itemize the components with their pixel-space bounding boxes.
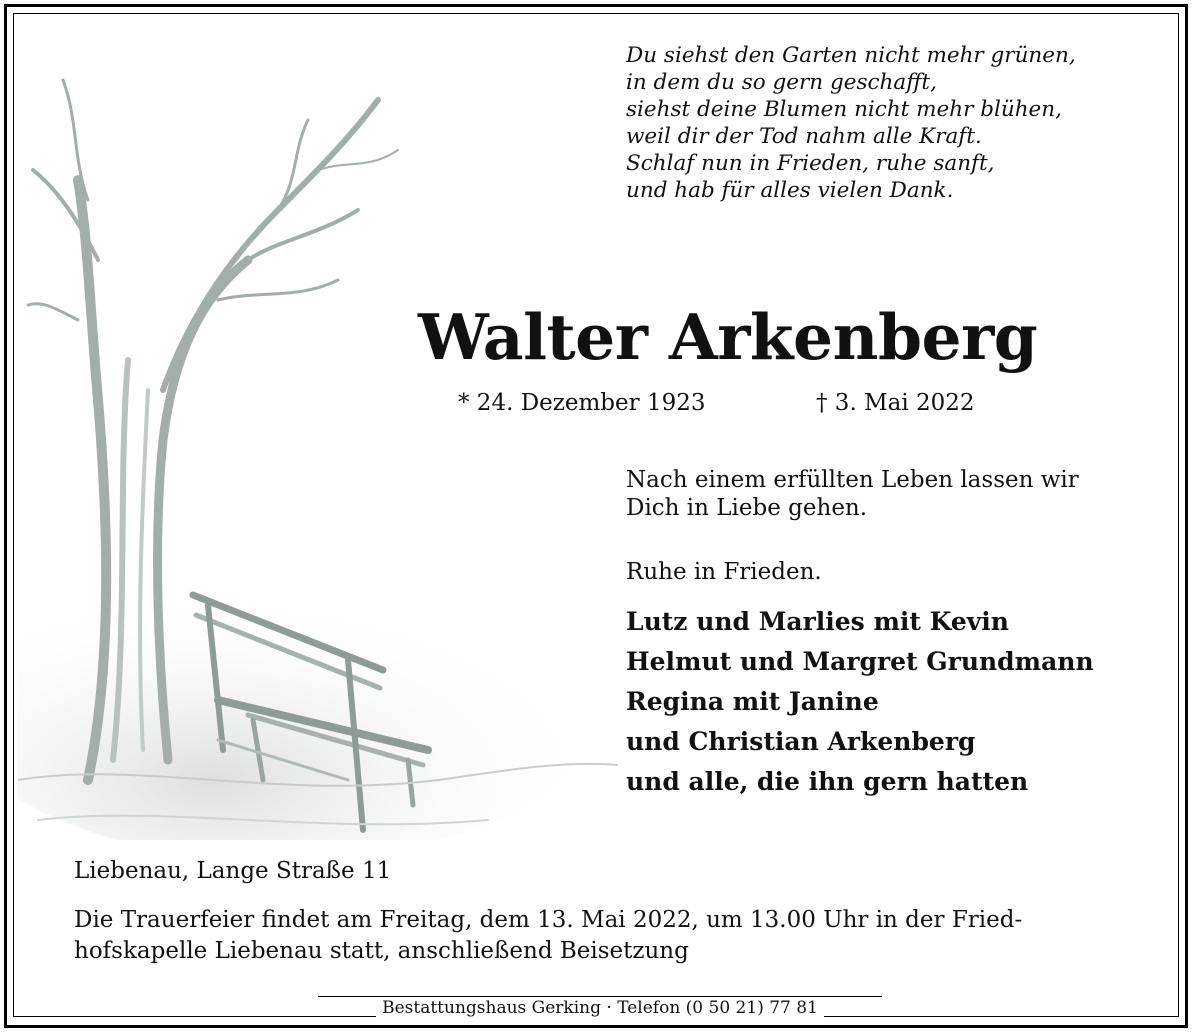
birth-date: * 24. Dezember 1923	[458, 390, 706, 416]
tree-and-bench-illustration	[18, 60, 618, 840]
footer	[0, 998, 1200, 1018]
death-date: † 3. Mai 2022	[816, 390, 975, 416]
mourner-entry: Regina mit Janine	[626, 687, 879, 716]
poem-line: siehst deine Blumen nicht mehr blühen,	[626, 97, 1062, 122]
poem-line: in dem du so gern geschafft,	[626, 70, 937, 95]
funeral-home-contact: Bestattungshaus Gerking · Telefon (0 50 21) 77 81	[376, 998, 824, 1018]
farewell-line: Nach einem erfüllten Leben lassen wir	[626, 467, 1079, 493]
mourner-entry: und alle, die ihn gern hatten	[626, 767, 1029, 796]
poem-line: Du siehst den Garten nicht mehr grünen,	[626, 43, 1076, 68]
farewell-text	[626, 466, 1079, 522]
rest-in-peace: Ruhe in Frieden.	[626, 559, 822, 585]
mourner-entry: Helmut und Margret Grundmann	[626, 647, 1094, 676]
mourners-list	[626, 602, 1094, 802]
mourner-entry: Lutz und Marlies mit Kevin	[626, 607, 1009, 636]
funeral-service-info	[74, 905, 1022, 967]
deceased-name: Walter Arkenberg	[418, 300, 1038, 374]
mourner-entry: und Christian Arkenberg	[626, 727, 976, 756]
service-line: Die Trauerfeier findet am Freitag, dem 13. Mai 2022, um 13.00 Uhr in der Fried-	[74, 907, 1023, 933]
footer-divider	[318, 996, 882, 997]
address: Liebenau, Lange Straße 11	[74, 858, 392, 884]
poem-verse	[626, 42, 1076, 204]
farewell-line: Dich in Liebe gehen.	[626, 495, 868, 521]
poem-line: weil dir der Tod nahm alle Kraft.	[626, 124, 982, 149]
poem-line: Schlaf nun in Frieden, ruhe sanft,	[626, 151, 995, 176]
service-line: hofskapelle Liebenau statt, anschließend Beisetzung	[74, 938, 689, 964]
poem-line: und hab für alles vielen Dank.	[626, 178, 954, 203]
